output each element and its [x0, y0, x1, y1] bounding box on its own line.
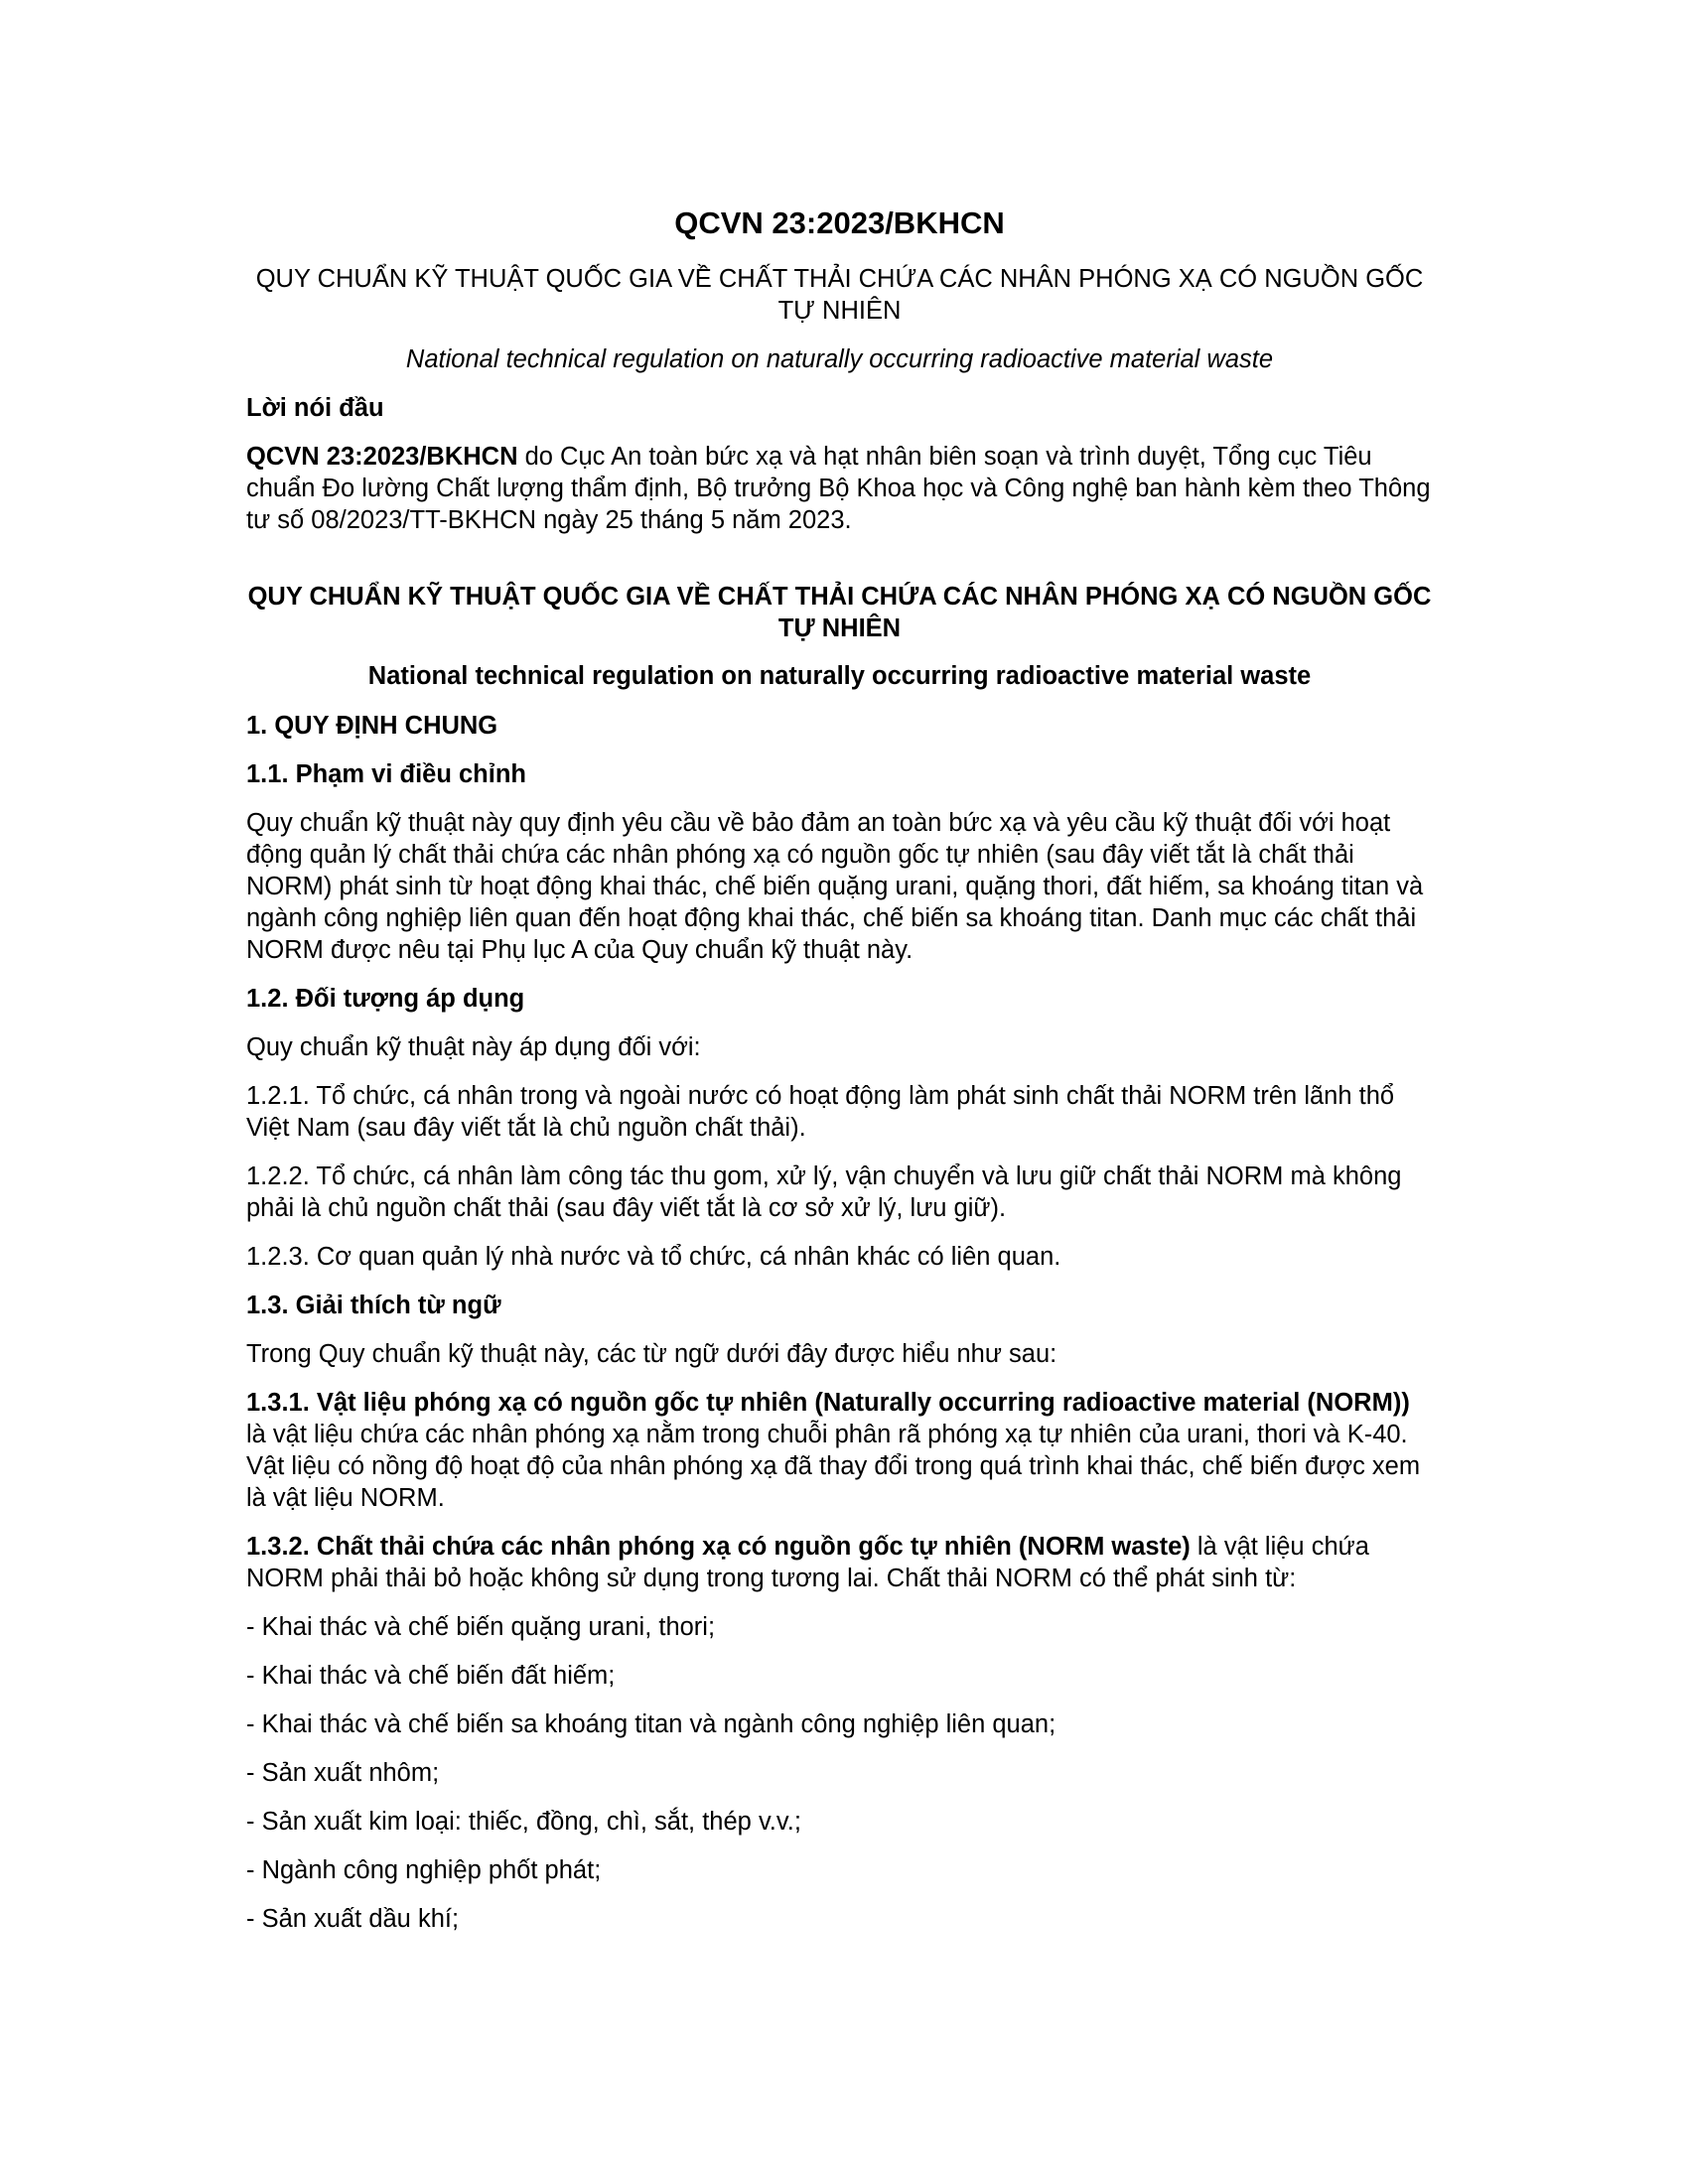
section-1-3-1-term: 1.3.1. Vật liệu phóng xạ có nguồn gốc tự nhiên (Naturally occurring radioactive material (NORM)) [246, 1389, 1410, 1417]
section-1-3-1 [246, 1387, 1433, 1514]
list-item: - Khai thác và chế biến đất hiếm; [246, 1662, 616, 1690]
body-title-vietnamese: QUY CHUẨN KỸ THUẬT QUỐC GIA VỀ CHẤT THẢI CHỨA CÁC NHÂN PHÓNG XẠ CÓ NGUỒN GỐC TỰ NHIÊN [247, 583, 1432, 642]
section-1-2-intro: Quy chuẩn kỹ thuật này áp dụng đối với: [246, 1033, 701, 1061]
list-item: - Sản xuất dầu khí; [246, 1905, 460, 1933]
body-title-english: National technical regulation on naturally occurring radioactive material waste [367, 662, 1312, 690]
foreword-paragraph [246, 441, 1433, 536]
section-1-2-heading: 1.2. Đối tượng áp dụng [246, 985, 525, 1013]
section-1-3-1-definition: là vật liệu chứa các nhân phóng xạ nằm trong chuỗi phân rã phóng xạ tự nhiên của urani, thori và K-40. Vật liệu có nồng độ hoạt độ của nhân phóng xạ đã thay đổi trong quá trình khai thác, chế biến được xem là vật liệu NORM. [246, 1421, 1421, 1512]
section-1-2-2: 1.2.2. Tổ chức, cá nhân làm công tác thu gom, xử lý, vận chuyển và lưu giữ chất thải NORM mà không phải là chủ nguồn chất thải (sau đây viết tắt là cơ sở xử lý, lưu giữ). [246, 1162, 1402, 1222]
section-1-3-intro: Trong Quy chuẩn kỹ thuật này, các từ ngữ dưới đây được hiểu như sau: [246, 1340, 1057, 1368]
section-1-1-text: Quy chuẩn kỹ thuật này quy định yêu cầu về bảo đảm an toàn bức xạ và yêu cầu kỹ thuật đối với hoạt động quản lý chất thải chứa các nhân phóng xạ có nguồn gốc tự nhiên (sau đây viết tắt là chất thải NORM) phát sinh từ hoạt động khai thác, chế biến quặng urani, quặng thori, đất hiếm, sa khoáng titan và ngành công nghiệp liên quan đến hoạt động khai thác, chế biến sa khoáng titan. Danh mục các chất thải NORM được nêu tại Phụ lục A của Quy chuẩn kỹ thuật này. [246, 809, 1424, 964]
foreword-text: do Cục An toàn bức xạ và hạt nhân biên soạn và trình duyệt, Tổng cục Tiêu chuẩn Đo lường Chất lượng thẩm định, Bộ trưởng Bộ Khoa học và Công nghệ ban hành kèm theo Thông tư số 08/2023/TT-BKHCN ngày 25 tháng 5 năm 2023. [246, 443, 1431, 534]
section-1-3-heading: 1.3. Giải thích từ ngữ [246, 1292, 501, 1319]
list-item: - Sản xuất kim loại: thiếc, đồng, chì, sắt, thép v.v.; [246, 1808, 801, 1836]
section-1-1-heading: 1.1. Phạm vi điều chỉnh [246, 760, 526, 788]
foreword-heading: Lời nói đầu [246, 394, 384, 422]
list-item: - Khai thác và chế biến quặng urani, thori; [246, 1613, 716, 1641]
section-1-3-2-term: 1.3.2. Chất thải chứa các nhân phóng xạ có nguồn gốc tự nhiên (NORM waste) [246, 1533, 1191, 1561]
document-title-vietnamese: QUY CHUẨN KỸ THUẬT QUỐC GIA VỀ CHẤT THẢI CHỨA CÁC NHÂN PHÓNG XẠ CÓ NGUỒN GỐC TỰ NHIÊN [255, 265, 1424, 325]
section-1-heading: 1. QUY ĐỊNH CHUNG [246, 712, 498, 740]
foreword-lead-bold: QCVN 23:2023/BKHCN [246, 443, 518, 471]
list-item: - Khai thác và chế biến sa khoáng titan và ngành công nghiệp liên quan; [246, 1710, 1056, 1738]
section-1-2-3: 1.2.3. Cơ quan quản lý nhà nước và tổ chức, cá nhân khác có liên quan. [246, 1243, 1061, 1271]
document-code-title: QCVN 23:2023/BKHCN [674, 205, 1005, 240]
section-1-3-2 [246, 1531, 1433, 1594]
section-1-3-2-definition: là vật liệu chứa NORM phải thải bỏ hoặc không sử dụng trong tương lai. Chất thải NORM có thể phát sinh từ: [246, 1533, 1369, 1592]
list-item: - Sản xuất nhôm; [246, 1759, 440, 1787]
document-title-english: National technical regulation on naturally occurring radioactive material waste [405, 345, 1274, 373]
document-page [246, 204, 1433, 1952]
section-1-2-1: 1.2.1. Tổ chức, cá nhân trong và ngoài nước có hoạt động làm phát sinh chất thải NORM trên lãnh thổ Việt Nam (sau đây viết tắt là chủ nguồn chất thải). [246, 1082, 1395, 1142]
list-item: - Ngành công nghiệp phốt phát; [246, 1856, 602, 1884]
